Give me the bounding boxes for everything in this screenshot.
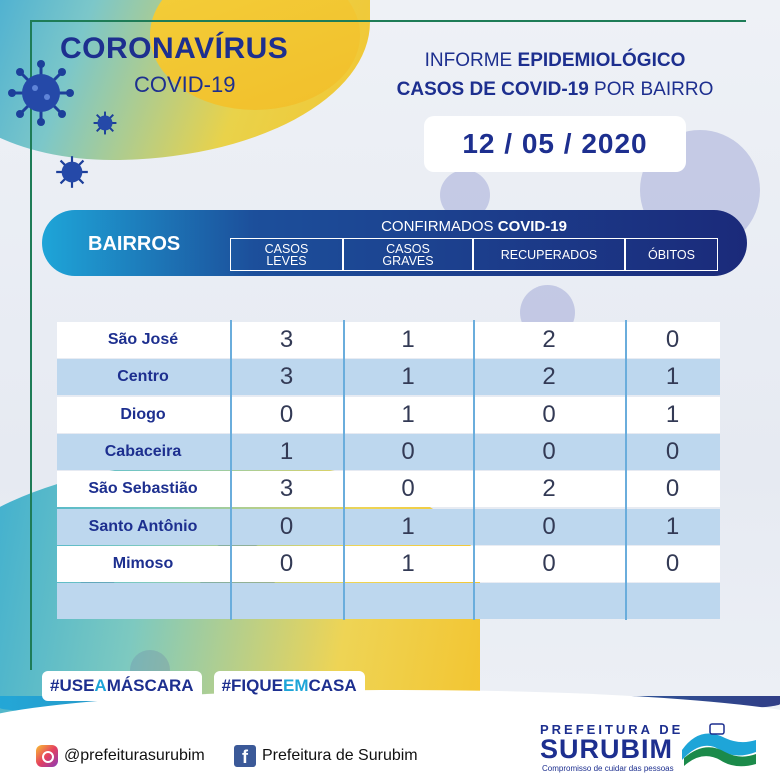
table-row — [57, 509, 720, 545]
virus-icon — [8, 60, 74, 126]
instagram-handle[interactable] — [36, 745, 205, 767]
cell-recuperados: 0 — [542, 437, 556, 465]
cell-graves: 1 — [401, 400, 415, 428]
column-divider — [625, 320, 627, 620]
cell-obitos: 0 — [665, 326, 680, 353]
hashtag-part: A — [94, 676, 107, 695]
report-line1-bold: EPIDEMIOLÓGICO — [517, 50, 686, 71]
instagram-icon — [36, 745, 58, 767]
bairro-name: Santo Antônio — [88, 517, 198, 535]
logo-tagline: Compromisso de cuidar das pessoas — [542, 764, 674, 773]
cell-leves: 3 — [279, 475, 294, 503]
hashtags — [42, 671, 365, 701]
virus-icon — [54, 154, 90, 190]
cell-obitos: 1 — [665, 363, 680, 391]
cell-recuperados: 2 — [542, 326, 556, 353]
facebook-text: Prefeitura de Surubim — [262, 747, 418, 764]
column-divider — [230, 320, 232, 620]
confirmed-bold: COVID-19 — [497, 218, 567, 235]
column-header-casos-leves — [230, 238, 343, 271]
hashtag-part: #USE — [50, 676, 95, 695]
column-divider — [343, 320, 345, 620]
hashtag-part: MÁSCARA — [106, 676, 194, 695]
cell-obitos: 0 — [665, 437, 680, 465]
confirmed-header — [230, 218, 718, 235]
column-divider — [473, 320, 475, 620]
bairro-name: Centro — [117, 368, 169, 386]
table-row — [57, 471, 720, 507]
table-row — [57, 546, 720, 582]
page-title: CORONAVÍRUS — [60, 32, 289, 65]
cell-recuperados: 0 — [542, 400, 556, 428]
cell-recuperados: 0 — [542, 549, 556, 577]
table-row-empty — [57, 583, 720, 619]
hashtag-part: #FIQUE — [221, 676, 283, 695]
cell-obitos: 0 — [665, 475, 680, 503]
logo-mark-icon — [680, 720, 758, 768]
report-date: 12 / 05 / 2020 — [424, 116, 686, 172]
column-header-line: GRAVES — [382, 253, 434, 268]
bairro-name: Cabaceira — [104, 442, 182, 460]
column-header-line: RECUPERADOS — [500, 247, 598, 262]
column-header-obitos — [625, 238, 718, 271]
cell-recuperados: 2 — [542, 475, 556, 503]
bairro-name: São Sebastião — [88, 480, 198, 498]
prefeitura-logo — [540, 720, 760, 775]
column-header-recuperados — [473, 238, 625, 271]
cell-obitos: 1 — [665, 512, 680, 540]
cell-leves: 0 — [279, 400, 294, 428]
instagram-text: @prefeiturasurubim — [64, 747, 205, 764]
logo-surubim-text: SURUBIM — [540, 734, 673, 764]
cell-leves: 0 — [279, 549, 294, 577]
report-line2-bold: CASOS DE COVID-19 — [396, 79, 589, 100]
hashtag-part: EM — [283, 676, 309, 695]
hashtag-part: CASA — [308, 676, 357, 695]
column-header-line: LEVES — [266, 253, 307, 268]
logo-prefeitura-text: PREFEITURA DE — [540, 722, 684, 737]
cell-obitos: 0 — [665, 549, 680, 577]
cell-leves: 3 — [279, 326, 294, 353]
bairro-name: Diogo — [120, 405, 166, 423]
cell-leves: 0 — [279, 512, 294, 540]
cell-leves: 1 — [279, 437, 294, 465]
column-header-line: ÓBITOS — [647, 247, 695, 262]
column-header-line: CASOS — [386, 241, 430, 256]
bairro-name: Mimoso — [112, 554, 174, 572]
hashtag-use-mask — [42, 671, 202, 701]
cell-leves: 3 — [279, 363, 294, 391]
facebook-icon: f — [234, 745, 256, 767]
table-row — [57, 322, 720, 358]
table-row — [57, 434, 720, 470]
cell-graves: 1 — [401, 512, 415, 540]
cell-graves: 0 — [401, 475, 415, 503]
bairro-name: São José — [107, 331, 179, 348]
table-row — [57, 359, 720, 395]
cell-obitos: 1 — [665, 400, 680, 428]
cell-graves: 1 — [401, 363, 415, 391]
virus-icon — [92, 110, 118, 136]
table-row — [57, 397, 720, 433]
page-subtitle: COVID-19 — [134, 72, 236, 97]
column-header-casos-graves — [343, 238, 473, 271]
column-header-line: CASOS — [264, 241, 309, 256]
cell-recuperados: 0 — [542, 512, 556, 540]
report-line1-prefix: INFORME — [424, 50, 518, 71]
facebook-page[interactable] — [234, 745, 418, 767]
column-header-bairros: BAIRROS — [88, 233, 181, 255]
confirmed-prefix: CONFIRMADOS — [381, 218, 498, 235]
cell-graves: 1 — [401, 549, 415, 577]
hashtag-stay-home — [214, 671, 365, 701]
report-line2-rest: POR BAIRRO — [588, 79, 714, 100]
report-heading — [360, 46, 750, 104]
cell-graves: 0 — [401, 437, 415, 465]
cell-recuperados: 2 — [542, 363, 556, 391]
cell-graves: 1 — [401, 326, 415, 353]
frame-border-top — [30, 20, 746, 22]
